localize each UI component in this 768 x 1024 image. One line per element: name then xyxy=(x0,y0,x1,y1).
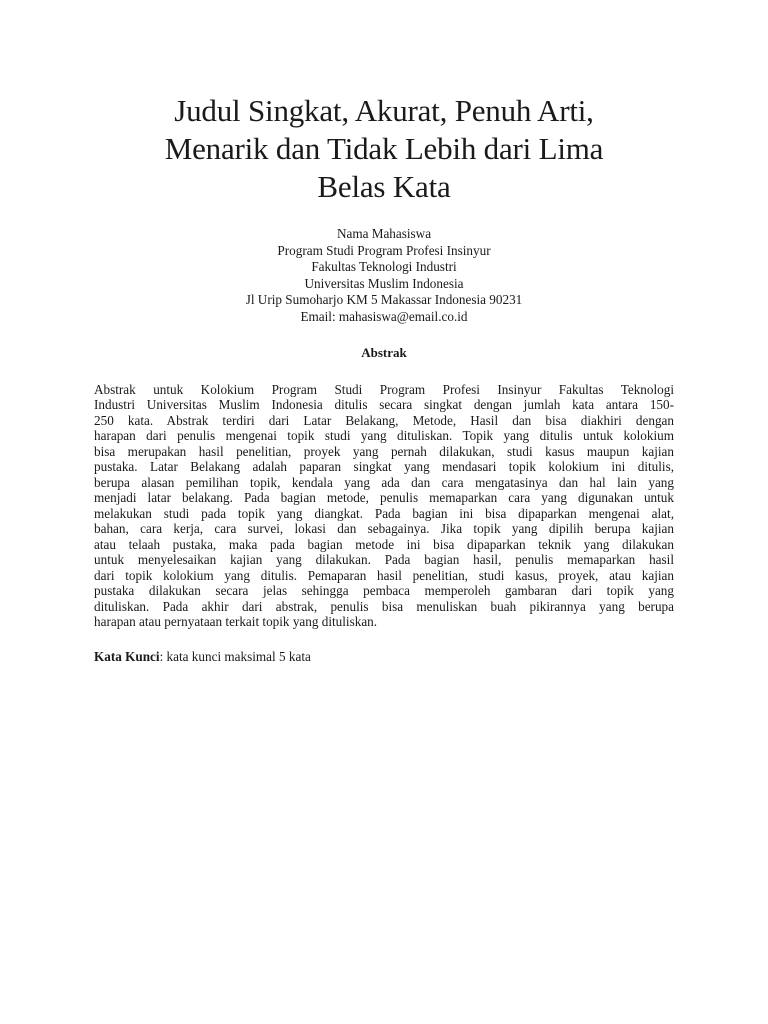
abstract-body xyxy=(94,382,674,630)
abstract-line: pustaka dilakukan secara jelas sehingga pembaca memperoleh gambaran dari topik yang xyxy=(94,583,674,599)
abstract-line: menjadi latar belakang. Pada bagian metode, penulis memaparkan cara yang digunakan untuk xyxy=(94,490,674,506)
abstract-line: untuk menyelesaikan kajian yang dilakukan. Pada bagian hasil, penulis memaparkan hasil xyxy=(94,552,674,568)
abstract-line: bisa merupakan hasil penelitian, proyek yang pernah dilakukan, studi kasus maupun kajian xyxy=(94,443,674,459)
abstract-line: melakukan studi pada topik yang diangkat. Pada bagian ini bisa dipaparkan mengenai alat, xyxy=(94,505,674,521)
abstract-line: dituliskan. Pada akhir dari abstrak, penulis bisa menuliskan buah pikirannya yang berupa xyxy=(94,598,674,614)
keywords-label: Kata Kunci xyxy=(94,648,160,664)
abstract-line: harapan dari penulis mengenai topik studi yang dituliskan. Topik yang ditulis untuk kolokium xyxy=(94,428,674,444)
author-block xyxy=(94,226,674,326)
abstract-line: 250 kata. Abstrak terdiri dari Latar Belakang, Metode, Hasil dan bisa diakhiri dengan xyxy=(94,412,674,428)
author-university: Universitas Muslim Indonesia xyxy=(304,275,464,291)
author-faculty: Fakultas Teknologi Industri xyxy=(311,259,457,275)
paper-title xyxy=(94,92,674,206)
abstract-line: bahan, cara kerja, cara survei, lokasi dan sebagainya. Jika topik yang dipilih berupa kajian xyxy=(94,521,674,537)
abstract-line: Abstrak untuk Kolokium Program Studi Program Profesi Insinyur Fakultas Teknologi xyxy=(94,381,674,397)
keywords xyxy=(94,649,674,665)
title-line: Belas Kata xyxy=(317,169,451,204)
abstract-line: berupa alasan pemilihan topik, kendala yang ada dan cara mengatasinya dan hal lain yang xyxy=(94,474,674,490)
author-program: Program Studi Program Profesi Insinyur xyxy=(277,242,491,258)
abstract-line: Industri Universitas Muslim Indonesia ditulis secara singkat dengan jumlah kata antara 150- xyxy=(94,397,674,413)
abstract-line: dari topik kolokium yang ditulis. Pemaparan hasil penelitian, studi kasus, proyek, atau kajian xyxy=(94,567,674,583)
title-line: Judul Singkat, Akurat, Penuh Arti, xyxy=(174,93,594,128)
abstract-line: atau telaah pustaka, maka pada bagian metode ini bisa dipaparkan teknik yang dilakukan xyxy=(94,536,674,552)
author-address: Jl Urip Sumoharjo KM 5 Makassar Indonesia 90231 xyxy=(245,292,523,308)
author-email: Email: mahasiswa@email.co.id xyxy=(300,308,468,324)
abstract-line: harapan atau pernyataan terkait topik yang dituliskan. xyxy=(94,614,378,630)
author-name: Nama Mahasiswa xyxy=(336,226,432,241)
abstract-line: pustaka. Latar Belakang adalah paparan singkat yang mendasari topik kolokium ini ditulis, xyxy=(94,459,674,475)
title-line: Menarik dan Tidak Lebih dari Lima xyxy=(164,131,604,166)
abstract-heading: Abstrak xyxy=(361,344,407,360)
keywords-text: kata kunci maksimal 5 kata xyxy=(166,648,311,664)
keywords-separator: : xyxy=(159,648,167,664)
